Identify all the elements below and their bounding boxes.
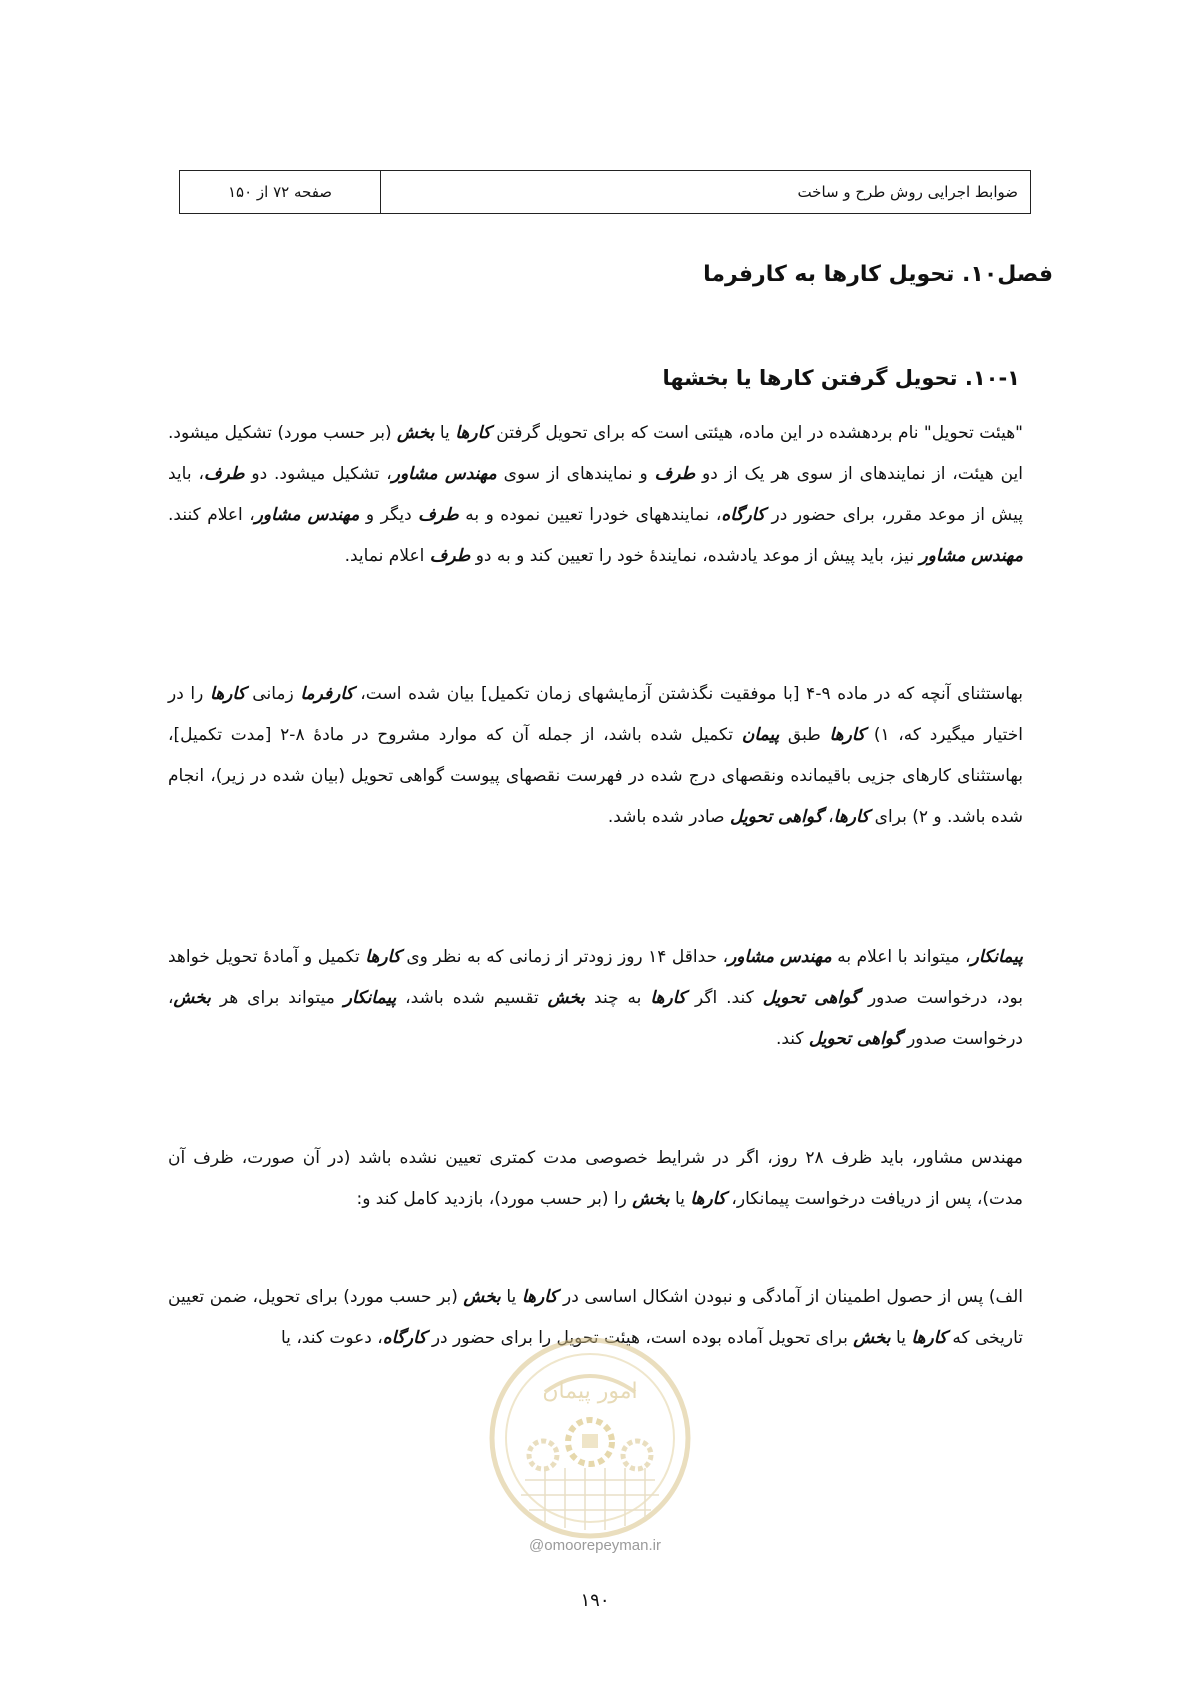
- text-run: یا: [434, 423, 456, 443]
- defined-term: بخش: [547, 988, 586, 1008]
- defined-term: پیمان: [741, 725, 780, 745]
- text-run: نیز، باید پیش از موعد یادشده، نمایندۀ خود را تعیین کند و به دو: [470, 546, 920, 566]
- text-run: زمانی: [245, 684, 301, 704]
- defined-term: کارگاه: [721, 505, 766, 525]
- defined-term: مهندس مشاور: [391, 464, 497, 484]
- defined-term: گواهی تحویل: [762, 988, 859, 1008]
- defined-term: طرف: [418, 505, 459, 525]
- defined-term: کارها: [455, 423, 491, 443]
- text-run: ، باید پیش از موعد مقرر، برای حضور در: [168, 464, 1023, 525]
- text-run: میتواند برای هر: [210, 988, 344, 1008]
- text-run: ، تشکیل میشود. دو: [244, 464, 392, 484]
- defined-term: طرف: [429, 546, 471, 566]
- watermark-logo-icon: [485, 1330, 695, 1550]
- defined-term: کارگاه: [382, 1328, 427, 1348]
- text-run: ، حداقل ۱۴ روز زودتر از زمانی که به نظر وی: [400, 947, 729, 967]
- defined-term: طرف: [654, 464, 696, 484]
- text-run: یا: [669, 1189, 691, 1209]
- paragraph-2: [168, 674, 1023, 838]
- defined-term: کارها: [365, 947, 401, 967]
- text-run: مهندس مشاور، باید ظرف ۲۸ روز، اگر در شرایط خصوصی مدت کمتری تعیین نشده باشد (در آن صورت، ظرف آن مدت)، پس از دریافت درخواست پیمانکار،: [168, 1148, 1023, 1209]
- paragraph-1: [168, 413, 1023, 577]
- defined-term: مهندس مشاور: [728, 947, 832, 967]
- text-run: ، درخواست صدور: [168, 988, 1023, 1049]
- text-run: تکمیل و آمادۀ تحویل خواهد بود، درخواست صدور: [168, 947, 1023, 1008]
- text-run: بهاستثنای آنچه که در ماده ۹-۴ [با موفقیت نگذشتن آزمایشهای زمان تکمیل] بیان شده است،: [353, 684, 1023, 704]
- defined-term: کارها: [210, 684, 246, 704]
- defined-term: گواهی تحویل: [808, 1029, 902, 1049]
- text-run: صادر شده باشد.: [607, 807, 730, 827]
- watermark-text: @omoorepeyman.ir: [529, 1537, 661, 1554]
- svg-text:امور پیمان: امور پیمان: [542, 1379, 638, 1404]
- text-run: "هیئت تحویل" نام بردهشده در این ماده، هیئتی است که برای تحویل گرفتن: [490, 423, 1023, 443]
- defined-term: کارها: [829, 725, 866, 745]
- text-run: کند. اگر: [686, 988, 763, 1008]
- paragraph-4: [168, 1138, 1023, 1220]
- page-number: ۱۹۰: [580, 1590, 610, 1611]
- defined-term: کارها: [833, 807, 870, 827]
- defined-term: بخش: [853, 1328, 891, 1348]
- defined-term: کارها: [521, 1287, 558, 1307]
- text-run: برای تحویل آماده بوده است، هیئت تحویل را برای حضور در: [426, 1328, 854, 1348]
- header-table: [179, 170, 1031, 214]
- defined-term: طرف: [203, 464, 245, 484]
- defined-term: گواهی تحویل: [730, 807, 823, 827]
- text-run: ،: [822, 807, 834, 827]
- section-title: ۱۰-۱. تحویل گرفتن کارها یا بخشها: [662, 366, 1020, 390]
- defined-term: بخش: [173, 988, 211, 1008]
- text-run: و نمایندهای از سوی: [496, 464, 655, 484]
- defined-term: پیمانکار: [343, 988, 397, 1008]
- text-run: تکمیل شده باشد، از جمله آن که موارد مشروح در مادۀ ۸-۲ [مدت تکمیل]، بهاستثنای کارهای جزیی باقیمانده ونقصهای درج شده در فهرست نقصهای پیوست گواهی تحویل (بیان شده در زیر)، انجام شده باشد. و ۲) برای: [168, 725, 1023, 827]
- text-run: را (بر حسب مورد)، بازدید کامل کند و:: [356, 1189, 633, 1209]
- defined-term: بخش: [397, 423, 435, 443]
- defined-term: کارها: [690, 1189, 726, 1209]
- defined-term: بخش: [632, 1189, 670, 1209]
- text-run: یا: [890, 1328, 912, 1348]
- text-run: (بر حسب مورد) تشکیل میشود. این هیئت، از نمایندهای از سوی هر یک از دو: [168, 423, 1023, 484]
- defined-term: کارها: [911, 1328, 947, 1348]
- text-run: دیگر و: [359, 505, 419, 525]
- header-title: ضوابط اجرایی روش طرح و ساخت: [380, 171, 1030, 213]
- text-run: تقسیم شده باشد،: [396, 988, 548, 1008]
- header-page-ref: صفحه ۷۲ از ۱۵۰: [227, 183, 333, 201]
- text-run: را در اختیار میگیرد که، ۱): [168, 684, 1023, 745]
- chapter-title: فصل۱۰. تحویل کارها به کارفرما: [703, 262, 1053, 287]
- defined-term: مهندس مشاور: [919, 546, 1023, 566]
- defined-term: بخش: [463, 1287, 501, 1307]
- text-run: الف) پس از حصول اطمینان از آمادگی و نبودن اشکال اساسی در: [557, 1287, 1024, 1307]
- text-run: طبق: [779, 725, 830, 745]
- text-run: یا: [500, 1287, 522, 1307]
- defined-term: مهندس مشاور: [254, 505, 360, 525]
- text-run: به چند: [585, 988, 651, 1008]
- text-run: ، میتواند با اعلام به: [831, 947, 971, 967]
- defined-term: کارها: [650, 988, 687, 1008]
- text-run: ، اعلام کنند.: [168, 505, 255, 525]
- defined-term: پیمانکار: [970, 947, 1023, 967]
- text-run: اعلام نماید.: [344, 546, 430, 566]
- text-run: ، دعوت کند، یا: [281, 1328, 383, 1348]
- defined-term: کارفرما: [300, 684, 354, 704]
- text-run: (بر حسب مورد) برای تحویل، ضمن تعیین تاریخی که: [168, 1287, 1023, 1348]
- text-run: کند.: [775, 1029, 809, 1049]
- text-run: ، نمایندههای خودرا تعیین نموده و به: [458, 505, 722, 525]
- paragraph-3: [168, 937, 1023, 1060]
